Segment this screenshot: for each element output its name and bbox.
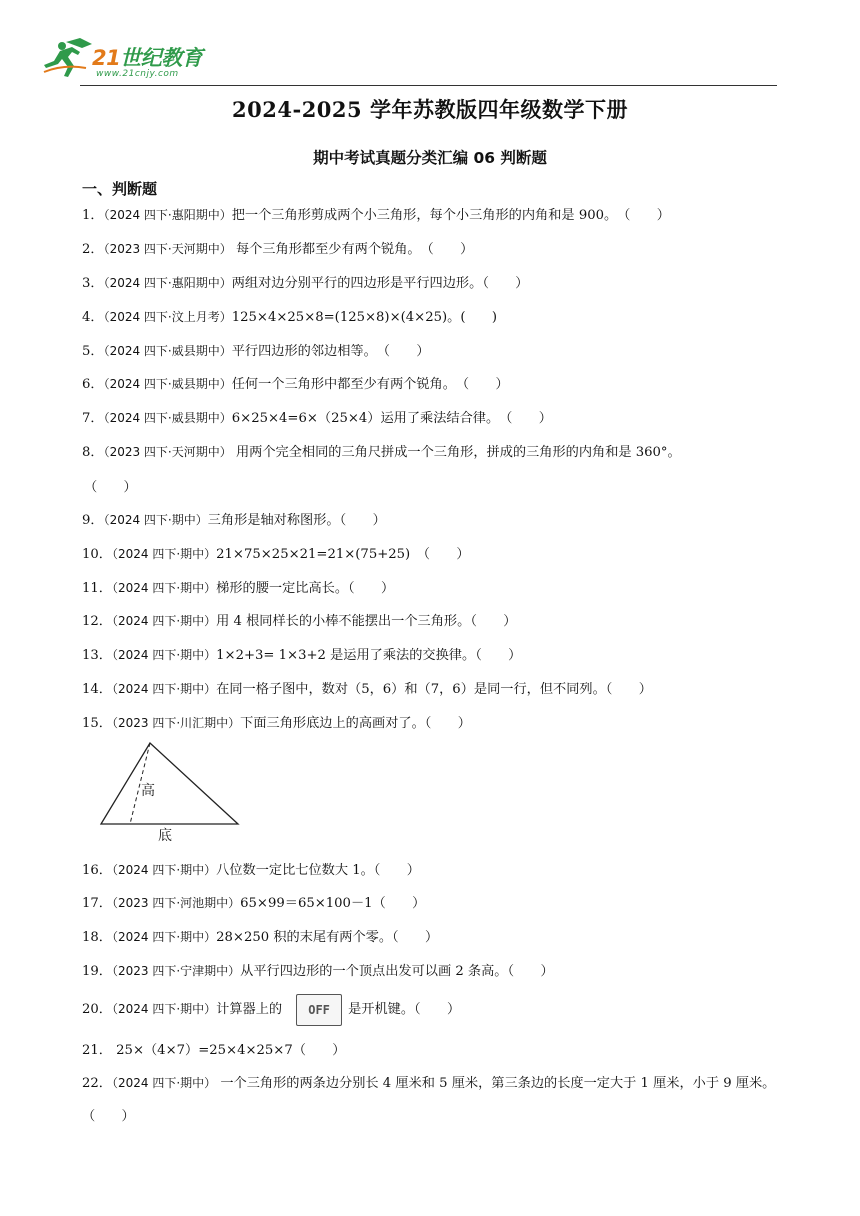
question-3: 3．（2024 四下·惠阳期中）两组对边分别平行的四边形是平行四边形。（ ） bbox=[82, 276, 529, 291]
page-subtitle: 期中考试真题分类汇编 06 判断题 bbox=[313, 149, 547, 167]
height-label: 高 bbox=[141, 783, 155, 799]
question-10: 10．（2024 四下·期中）21×75×25×21=21×(75+25) （ ） bbox=[82, 547, 470, 562]
page-title: 2024-2025 学年苏教版四年级数学下册 bbox=[232, 97, 628, 122]
logo-wordmark: 21世纪教育 bbox=[92, 46, 203, 70]
triangle-figure bbox=[98, 740, 248, 844]
section-heading: 一、判断题 bbox=[82, 180, 158, 198]
question-18: 18．（2024 四下·期中）28×250 积的末尾有两个零。（ ） bbox=[82, 930, 439, 945]
question-6: 6．（2024 四下·威县期中）任何一个三角形中都至少有两个锐角。 （ ） bbox=[82, 377, 509, 392]
question-13: 13．（2024 四下·期中）1×2+3= 1×3+2 是运用了乘法的交换律。（ ） bbox=[82, 648, 522, 663]
question-11: 11．（2024 四下·期中）梯形的腰一定比高长。（ ） bbox=[82, 581, 395, 596]
question-17: 17．（2023 四下·河池期中）65×99＝65×100－1（ ） bbox=[82, 896, 426, 911]
question-15: 15．（2023 四下·川汇期中）下面三角形底边上的高画对了。（ ） bbox=[82, 716, 471, 731]
question-19: 19．（2023 四下·宁津期中）从平行四边形的一个顶点出发可以画 2 条高。（ ） bbox=[82, 964, 554, 979]
brand-logo bbox=[40, 36, 220, 86]
question-7: 7．（2024 四下·威县期中）6×25×4=6×（25×4）运用了乘法结合律。 （ ） bbox=[82, 411, 552, 426]
question-16: 16．（2024 四下·期中）八位数一定比七位数大 1。（ ） bbox=[82, 863, 420, 878]
calculator-off-key: OFF bbox=[296, 994, 342, 1026]
base-label: 底 bbox=[158, 828, 172, 844]
question-8: 8．（2023 四下·天河期中） 用两个完全相同的三角尺拼成一个三角形，拼成的三角形的内角和是 360°。 bbox=[82, 445, 681, 460]
question-21: 21． 25×（4×7）=25×4×25×7（ ） bbox=[82, 1043, 346, 1058]
logo-url: www.21cnjy.com bbox=[96, 69, 179, 79]
runner-icon bbox=[40, 36, 100, 78]
question-20: 20．（2024 四下·期中）计算器上的 OFF 是开机键。（ ） bbox=[82, 992, 460, 1027]
header-rule bbox=[80, 85, 777, 86]
question-12: 12．（2024 四下·期中）用 4 根同样长的小棒不能摆出一个三角形。（ ） bbox=[82, 614, 517, 629]
question-1: 1．（2024 四下·惠阳期中）把一个三角形剪成两个小三角形，每个小三角形的内角和是 900。 （ ） bbox=[82, 208, 670, 223]
question-9: 9．（2024 四下·期中）三角形是轴对称图形。（ ） bbox=[82, 513, 386, 528]
triangle-outline bbox=[101, 743, 238, 824]
question-8-blank: （ ） bbox=[84, 480, 137, 495]
question-2: 2．（2023 四下·天河期中） 每个三角形都至少有两个锐角。 （ ） bbox=[82, 242, 474, 257]
question-4: 4．（2024 四下·汶上月考）125×4×25×8=(125×8)×(4×25)。( ) bbox=[82, 310, 497, 325]
question-5: 5．（2024 四下·威县期中）平行四边形的邻边相等。 （ ） bbox=[82, 344, 430, 359]
question-22: 22．（2024 四下·期中） 一个三角形的两条边分别长 4 厘米和 5 厘米，第三条边的长度一定大于 1 厘米，小于 9 厘米。（ ） bbox=[82, 1076, 776, 1124]
question-14: 14．（2024 四下·期中）在同一格子图中，数对（5，6）和（7，6）是同一行，但不同列。（ ） bbox=[82, 682, 652, 697]
